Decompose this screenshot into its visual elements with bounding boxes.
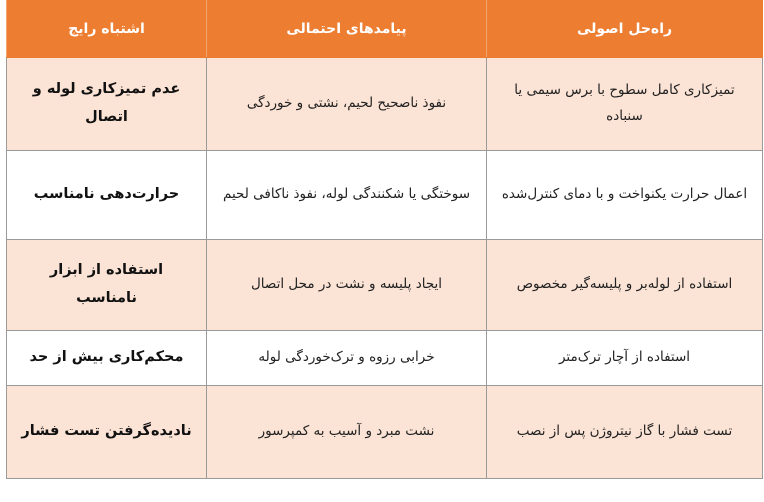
cell-solution: استفاده از آچار ترک‌متر: [487, 331, 763, 386]
header-row: [7, 1, 763, 58]
cell-consequence: خرابی رزوه و ترک‌خوردگی لوله: [207, 331, 487, 386]
cell-mistake: استفاده از ابزار نامناسب: [7, 240, 207, 331]
cell-mistake: محکم‌کاری بیش از حد: [7, 331, 207, 386]
header-solution: راه‌حل اصولی: [487, 1, 763, 58]
cell-solution: تمیزکاری کامل سطوح با برس سیمی یا سنباده: [487, 58, 763, 151]
table-row: [7, 58, 763, 151]
cell-consequence: سوختگی یا شکنندگی لوله، نفوذ ناکافی لحیم: [207, 151, 487, 240]
header-mistake: اشتباه رایج: [7, 1, 207, 58]
cell-mistake: نادیده‌گرفتن تست فشار: [7, 386, 207, 479]
cell-mistake: حرارت‌دهی نامناسب: [7, 151, 207, 240]
cell-mistake: عدم تمیزکاری لوله و اتصال: [7, 58, 207, 151]
cell-consequence: نفوذ ناصحیح لحیم، نشتی و خوردگی: [207, 58, 487, 151]
table-row: [7, 240, 763, 331]
header-consequence: پیامدهای احتمالی: [207, 1, 487, 58]
mistakes-table: [6, 0, 763, 479]
comparison-table-container: [6, 0, 762, 479]
table-row: [7, 386, 763, 479]
table-row: [7, 331, 763, 386]
cell-solution: اعمال حرارت یکنواخت و با دمای کنترل‌شده: [487, 151, 763, 240]
cell-solution: تست فشار با گاز نیتروژن پس از نصب: [487, 386, 763, 479]
table-row: [7, 151, 763, 240]
table-body: [7, 58, 763, 479]
table-header: [7, 1, 763, 58]
cell-consequence: نشت مبرد و آسیب به کمپرسور: [207, 386, 487, 479]
cell-solution: استفاده از لوله‌بر و پلیسه‌گیر مخصوص: [487, 240, 763, 331]
cell-consequence: ایجاد پلیسه و نشت در محل اتصال: [207, 240, 487, 331]
